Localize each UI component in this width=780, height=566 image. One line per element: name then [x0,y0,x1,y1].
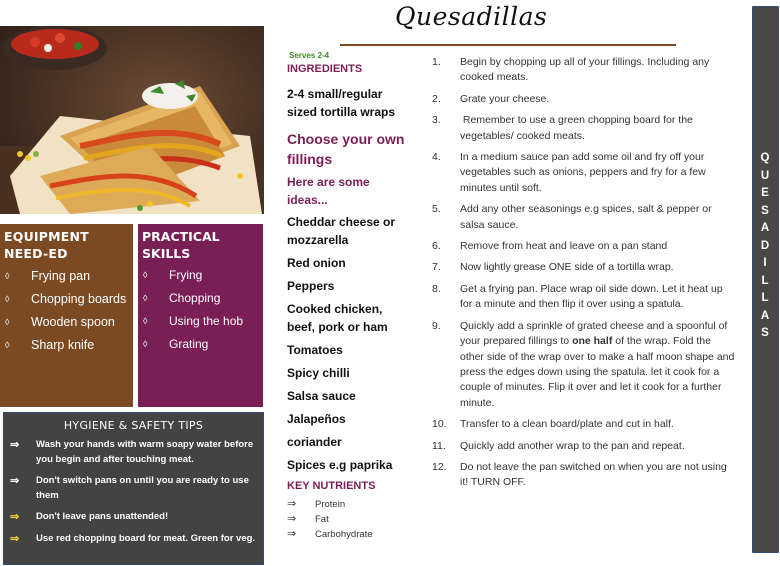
side-banner-letter: A [760,309,770,322]
practical-skills-box [138,224,263,407]
skills-list [142,267,259,353]
ingredient-wraps: 2-4 small/regular sized tortilla wraps [287,87,396,119]
method-step: 6. Remove from heat and leave on a pan stand [432,240,668,253]
list-item: ⇒ Don't leave pans unattended! [10,511,169,523]
side-banner-letter: L [761,292,769,304]
method-step: 5. Add any other seasonings e.g spices, salt & pepper or salsa sauce. [432,203,712,231]
hygiene-heading: HYGIENE & SAFETY TIPS [63,419,204,432]
method-step: 7. Now lightly grease ONE side of a tortilla wrap. [432,261,674,274]
ideas-subheading: Here are some ideas... [287,175,370,207]
arrow-right-icon: ⇒ [287,498,297,510]
side-banner-letter: E [761,187,769,199]
list-item: ⇒ Wash your hands with warm soapy water before you begin and after touching meat. [10,438,257,467]
equipment-box [0,224,133,407]
ingredient-item: Spices e.g paprika [287,458,393,472]
diamond-icon: ◊ [5,294,10,304]
nutrient-item: ⇒ Fat [287,513,329,525]
method-step: 1. Begin by chopping up all of your fillings. Including any cooked meats. [432,56,710,84]
hygiene-safety-box [3,412,264,565]
ingredient-item: Peppers [287,279,335,293]
hygiene-list [10,438,257,546]
serves-label: Serves 2-4 [289,51,330,60]
list-item: ◊ Chopping [143,291,221,305]
diamond-icon: ◊ [143,339,148,349]
ingredient-item: Tomatoes [287,343,343,357]
skills-heading: PRACTICAL SKILLS [142,229,220,261]
arrow-right-icon: ⇒ [287,528,297,540]
ingredient-item: Cooked chicken, beef, pork or ham [287,302,388,334]
diamond-icon: ◊ [143,293,148,303]
arrow-right-icon: ⇒ [10,511,20,523]
list-item: ⇒ Don't switch pans on until you are ready to use them [10,474,257,503]
ingredients-heading: INGREDIENTS [287,63,363,75]
list-item: ◊ Chopping boards [5,292,127,306]
side-banner-letter: Q [760,152,770,164]
ingredient-item: Cheddar cheese or mozzarella [287,215,396,247]
page-title: Quesadillas [395,2,548,31]
nutrient-item: ⇒ Carbohydrate [287,528,373,540]
arrow-right-icon: ⇒ [10,475,20,487]
list-item: ◊ Frying [143,268,203,282]
diamond-icon: ◊ [143,270,148,280]
method-step: 11. Quickly add another wrap to the pan and repeat. [432,439,685,452]
method-step: 4. In a medium sauce pan add some oil and fry off your vegetables such as onions, peppers and fry for a few minutes until soft. [432,151,706,194]
list-item: ◊ Frying pan [5,269,91,283]
nutrients-heading: KEY NUTRIENTS [287,480,376,492]
arrow-right-icon: ⇒ [10,439,20,451]
quesadilla-photo [0,26,264,214]
arrow-right-icon: ⇒ [287,513,297,525]
side-banner-letter: D [760,239,770,252]
side-banner-letter: L [761,274,769,287]
list-item: ⇒ Use red chopping board for meat. Green for veg. [10,532,256,545]
method-step: 8. Get a frying pan. Place wrap oil side down. Let it heat up for a minute and then flip it over using a spatula. [432,282,723,311]
diamond-icon: ◊ [5,317,10,327]
side-banner-letter: S [761,327,769,339]
ingredient-item: Spicy chilli [287,366,350,380]
ingredient-item: Jalapeños [287,412,346,426]
list-item: ◊ Grating [143,337,209,351]
side-banner-text [753,150,777,343]
equipment-heading: EQUIPMENT NEED-ED [4,229,89,261]
side-banner-letter: I [763,257,767,269]
method-step: 10. Transfer to a clean board/plate and cut in half. [432,418,674,431]
ingredient-item: Red onion [287,256,346,270]
method-step: 2. Grate your cheese. [432,92,550,105]
list-item: ◊ Using the hob [143,314,244,328]
title-underline [340,44,676,46]
method-step: 3. Remember to use a green chopping board for the vegetables/ cooked meats. [432,114,696,142]
side-banner [752,6,779,553]
ingredients-column [287,50,412,542]
side-banner-letter: A [760,222,770,234]
list-item: ◊ Wooden spoon [5,315,115,329]
nutrient-item: ⇒ Protein [287,498,346,510]
arrow-right-icon: ⇒ [10,532,20,545]
equipment-list [4,268,129,354]
diamond-icon: ◊ [143,316,148,326]
side-banner-letter: U [760,169,770,182]
ingredient-item: Salsa sauce [287,389,356,403]
choose-fillings-heading: Choose your own fillings [287,131,405,167]
method-step: 12. Do not leave the pan switched on when you are not using it! TURN OFF. [432,460,727,489]
method-step: 9. Quickly add a sprinkle of grated cheese and a spoonful of your prepared fillings to one half of the wrap. Fold the other side of the wrap over to make a half moon shape and press the edges down using the spatula. let it cook for a couple of minutes. Flip it over and let it cook for a further minute. [432,319,735,409]
list-item: ◊ Sharp knife [5,338,95,352]
diamond-icon: ◊ [5,340,10,350]
method-steps [432,55,737,497]
side-banner-letter: S [761,204,769,217]
ingredient-item: coriander [287,435,342,449]
diamond-icon: ◊ [5,271,10,281]
